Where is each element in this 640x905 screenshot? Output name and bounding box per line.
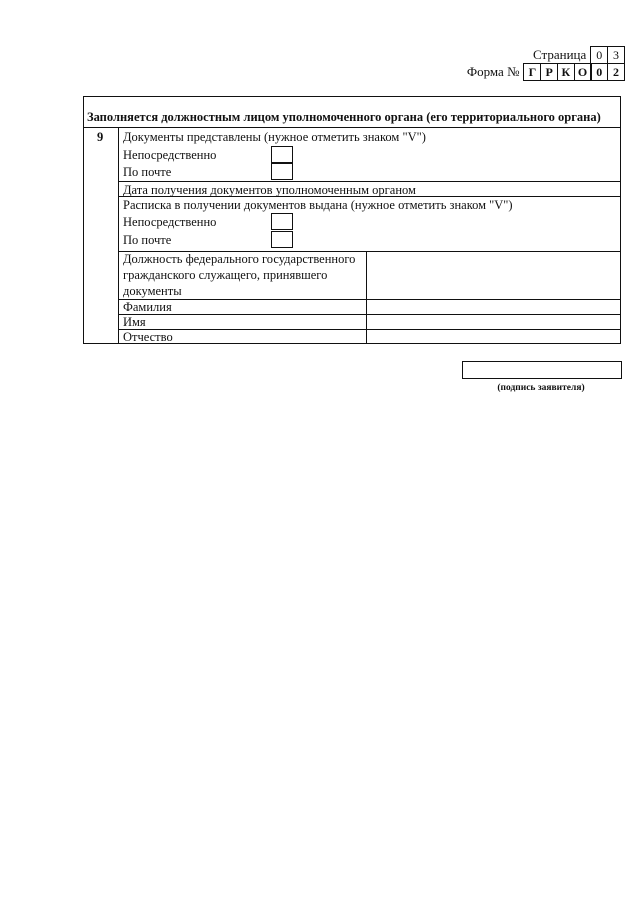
form-code-cell: К — [557, 63, 575, 81]
surname-label: Фамилия — [123, 300, 172, 314]
receipt-by-mail-checkbox[interactable] — [271, 231, 293, 248]
official-position-label-line: документы — [123, 284, 182, 298]
divider — [118, 299, 620, 300]
page-digit-cell: 0 — [590, 46, 608, 64]
docs-in-person-checkbox[interactable] — [271, 146, 293, 163]
page-number-cells — [590, 46, 625, 64]
receipt-in-person-label: Непосредственно — [123, 215, 217, 229]
docs-by-mail-checkbox[interactable] — [271, 163, 293, 180]
form-code-cell: Г — [523, 63, 541, 81]
form-code-row — [467, 63, 625, 81]
divider — [118, 329, 620, 330]
form-code-cell: Р — [540, 63, 558, 81]
official-position-label-line: Должность федерального государственного — [123, 252, 356, 266]
form-code-cell: 2 — [607, 63, 625, 81]
first-name-label: Имя — [123, 315, 146, 329]
docs-presented-label: Документы представлены (нужное отметить знаком "V") — [123, 130, 426, 144]
form-label: Форма № — [466, 64, 520, 79]
divider — [118, 181, 620, 182]
signature-caption: (подпись заявителя) — [497, 383, 585, 393]
divider — [366, 251, 367, 343]
form-code-cell: 0 — [590, 63, 608, 81]
authority-section-table — [83, 96, 621, 344]
patronymic-label: Отчество — [123, 330, 173, 344]
official-position-label-line: гражданского служащего, принявшего — [123, 268, 328, 282]
divider — [118, 314, 620, 315]
divider — [84, 127, 620, 128]
page-digit-cell: 3 — [607, 46, 625, 64]
page-label: Страница — [533, 47, 587, 62]
docs-by-mail-label: По почте — [123, 165, 172, 179]
receipt-by-mail-label: По почте — [123, 233, 172, 247]
divider — [118, 127, 119, 343]
form-code-cell: О — [574, 63, 592, 81]
section-title: Заполняется должностным лицом уполномоченного органа (его территориального органа) — [87, 110, 601, 124]
date-received-label: Дата получения документов уполномоченным органом — [123, 183, 416, 197]
docs-in-person-label: Непосредственно — [123, 148, 217, 162]
receipt-in-person-checkbox[interactable] — [271, 213, 293, 230]
section-number: 9 — [97, 130, 104, 144]
receipt-issued-label: Расписка в получении документов выдана (нужное отметить знаком "V") — [123, 198, 513, 212]
form-code-cells — [523, 63, 625, 81]
applicant-signature-box[interactable] — [462, 361, 622, 379]
page-number-row — [533, 46, 625, 64]
